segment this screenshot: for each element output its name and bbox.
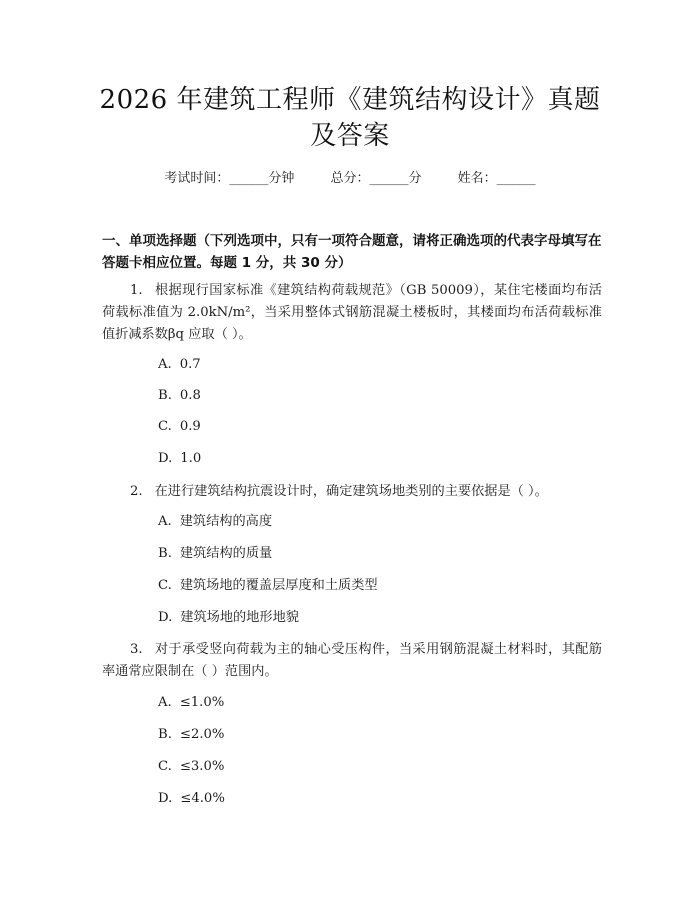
question-2 (102, 481, 602, 503)
option-letter: D. (158, 451, 173, 466)
option-letter: C. (158, 759, 172, 774)
option-letter: D. (158, 791, 173, 806)
question-2-option-b (158, 545, 272, 563)
option-letter: C. (158, 419, 172, 434)
option-text: 建筑结构的质量 (179, 546, 273, 561)
question-3-option-a (158, 694, 224, 712)
option-letter: B. (158, 388, 172, 403)
option-letter: D. (158, 610, 173, 625)
question-3-option-d (158, 790, 225, 808)
option-text: ≤4.0% (180, 791, 225, 806)
option-text: 建筑场地的地形地貌 (180, 610, 299, 625)
question-1-option-d (158, 450, 201, 468)
option-text: ≤3.0% (179, 759, 225, 774)
option-letter: B. (158, 727, 172, 742)
question-number: 1. (130, 283, 143, 298)
student-name-field: 姓名：______ (457, 171, 536, 186)
question-1 (102, 280, 602, 346)
option-letter: A. (158, 695, 172, 710)
question-1-option-c (158, 418, 201, 436)
exam-info-line (0, 170, 700, 188)
option-text: 0.9 (179, 419, 201, 434)
question-text: 根据现行国家标准《建筑结构荷载规范》（GB 50009），某住宅楼面均布活荷载标准值为 2.0kN/m²，当采用整体式钢筋混凝土楼板时，其楼面均布活荷载标准值折减系数βq 应取（ ）。 (102, 283, 602, 342)
question-3-option-c (158, 758, 224, 776)
question-text: 在进行建筑结构抗震设计时，确定建筑场地类别的主要依据是（ ）。 (154, 484, 548, 499)
option-text: ≤1.0% (179, 695, 225, 710)
question-1-option-b (158, 387, 201, 405)
question-number: 3. (130, 642, 143, 657)
question-number: 2. (130, 484, 143, 499)
option-text: ≤2.0% (179, 727, 225, 742)
section-heading: 一、单项选择题（下列选项中，只有一项符合题意，请将正确选项的代表字母填写在答题卡相应位置。每题 1 分，共 30 分） (102, 233, 602, 271)
question-text: 对于承受竖向荷载为主的轴心受压构件，当采用钢筋混凝土材料时，其配筋率通常应限制在（ ）范围内。 (102, 642, 602, 679)
option-text: 建筑结构的高度 (179, 514, 273, 529)
option-letter: A. (158, 357, 172, 372)
option-letter: A. (158, 514, 172, 529)
question-2-option-d (158, 609, 299, 627)
option-letter: C. (158, 578, 172, 593)
total-score-field: 总分：______分 (330, 171, 422, 186)
question-2-option-a (158, 513, 272, 531)
option-text: 0.8 (179, 388, 201, 403)
option-text: 建筑场地的覆盖层厚度和土质类型 (179, 578, 378, 593)
question-1-option-a (158, 356, 201, 374)
option-text: 1.0 (180, 451, 202, 466)
option-text: 0.7 (179, 357, 201, 372)
option-letter: B. (158, 546, 172, 561)
question-3 (102, 639, 602, 683)
document-title: 2026 年建筑工程师《建筑结构设计》真题及答案 (99, 85, 601, 151)
question-2-option-c (158, 577, 378, 595)
question-3-option-b (158, 726, 224, 744)
exam-time-field: 考试时间：______分钟 (164, 171, 295, 186)
